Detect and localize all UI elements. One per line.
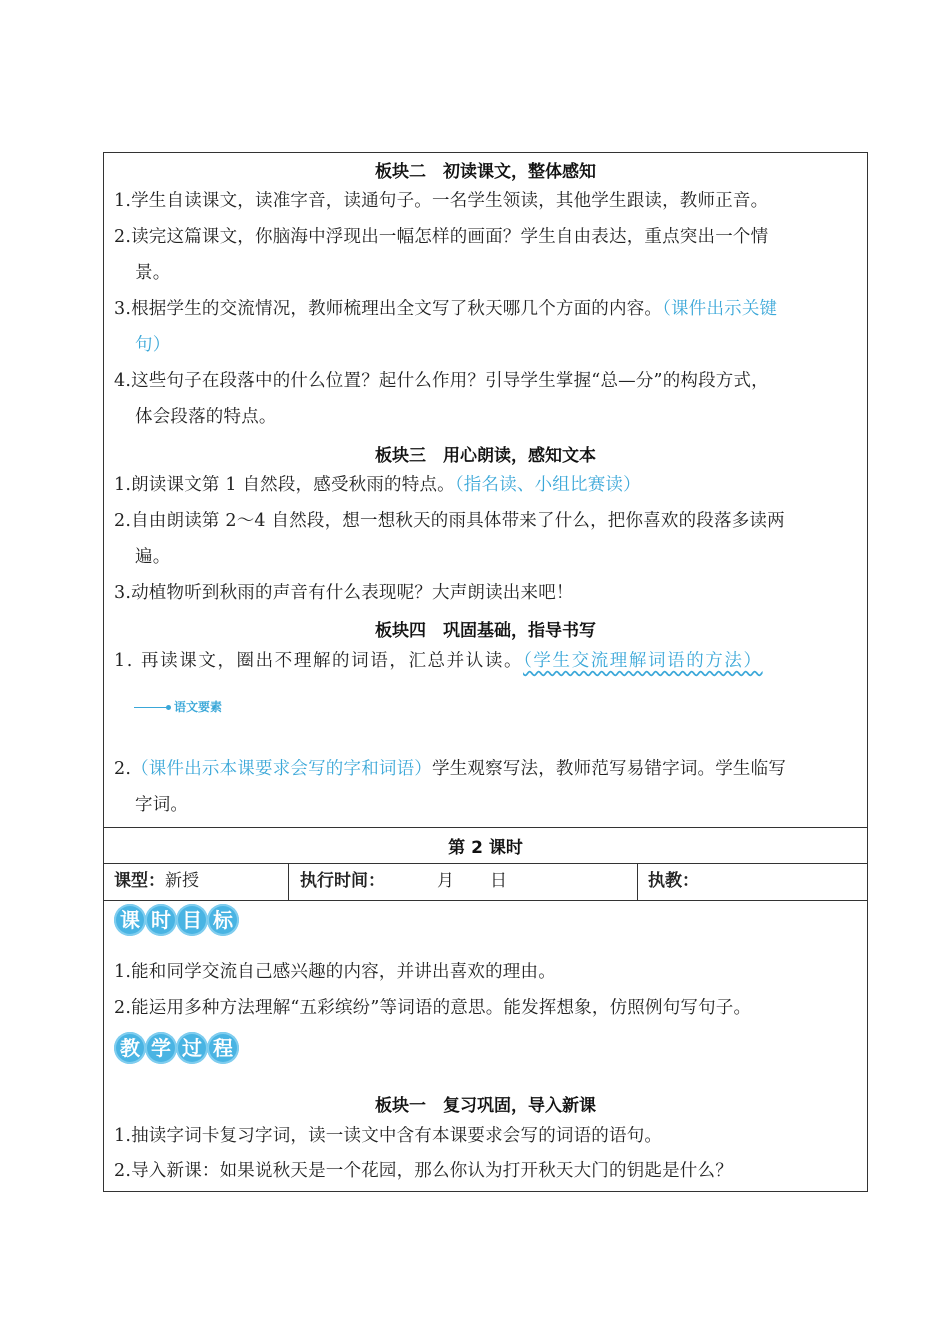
block2-item-3-cont: 句） [135, 335, 171, 355]
block4-item-2 [114, 751, 862, 787]
badge-char: 标 [207, 904, 239, 936]
divider [104, 900, 867, 901]
badge-char: 程 [207, 1032, 239, 1064]
goal-item-1: 1.能和同学交流自己感兴趣的内容，并讲出喜欢的理由。 [114, 962, 556, 982]
block3-item-2-cont: 遍。 [135, 547, 171, 567]
badge-char: 过 [176, 1032, 208, 1064]
teaching-process-badge [114, 1032, 238, 1064]
divider [104, 827, 867, 828]
block4-item-1-text: 1. 再读课文，圈出不理解的词语，汇总并认读。 [114, 651, 524, 671]
goal-item-2: 2.能运用多种方法理解“五彩缤纷”等词语的意思。能发挥想象，仿照例句写句子。 [114, 998, 752, 1018]
note-label: 语文要素 [174, 700, 223, 714]
day-label: 日 [490, 871, 507, 891]
divider [637, 863, 638, 900]
lesson-type-value: 新授 [165, 871, 199, 891]
block2-item-3-text: 3.根据学生的交流情况，教师梳理出全文写了秋天哪几个方面的内容。 [114, 299, 663, 319]
block3-item-1-note: （指名读、小组比赛读） [454, 475, 641, 495]
badge-char: 学 [145, 1032, 177, 1064]
badge-char: 教 [114, 1032, 146, 1064]
block3-heading: 板块三 用心朗读，感知文本 [375, 446, 596, 466]
lesson2-title: 第 2 课时 [448, 838, 523, 858]
badge-char: 时 [145, 904, 177, 936]
execution-time-label: 执行时间： [300, 871, 385, 891]
lesson-plan-table [103, 152, 868, 1192]
block3-item-3: 3.动植物听到秋雨的声音有什么表现呢？大声朗读出来吧！ [114, 583, 574, 603]
teacher [648, 863, 699, 900]
block2-item-1: 1.学生自读课文，读准字音，读通句子。一名学生领读，其他学生跟读，教师正音。 [114, 191, 769, 211]
divider [288, 863, 289, 900]
block4-item-1 [114, 643, 862, 679]
teacher-label: 执教： [648, 871, 699, 891]
process-item-1: 1.抽读字词卡复习字词，读一读文中含有本课要求会写的词语的语句。 [114, 1126, 663, 1146]
block4-item-2-text: 学生观察写法，教师范写易错字词。学生临写 [432, 759, 787, 779]
lesson-goals-badge [114, 904, 238, 936]
block2-item-3-note: （课件出示关键 [662, 299, 778, 319]
block4-item-2-prefix: 2. [114, 759, 132, 779]
block4-heading: 板块四 巩固基础，指导书写 [375, 621, 596, 641]
month-label: 月 [437, 871, 454, 891]
execution-time [300, 863, 507, 900]
lesson-type [114, 863, 199, 900]
block4-item-1-note: （学生交流理解词语的方法） [523, 651, 763, 671]
process-block1-heading: 板块一 复习巩固，导入新课 [375, 1096, 596, 1116]
block3-item-1 [114, 467, 862, 503]
block3-item-1-text: 1.朗读课文第 1 自然段，感受秋雨的特点。 [114, 475, 455, 495]
note-arrow-icon [134, 707, 168, 708]
block2-item-3 [114, 291, 862, 327]
chinese-element-note [134, 698, 222, 715]
block2-item-4-cont: 体会段落的特点。 [135, 407, 277, 427]
process-item-2: 2.导入新课：如果说秋天是一个花园，那么你认为打开秋天大门的钥匙是什么？ [114, 1161, 733, 1181]
badge-char: 目 [176, 904, 208, 936]
badge-char: 课 [114, 904, 146, 936]
block2-item-2-cont: 景。 [135, 263, 171, 283]
block2-item-2: 2.读完这篇课文，你脑海中浮现出一幅怎样的画面？学生自由表达，重点突出一个情 [114, 227, 769, 247]
block4-item-2-note: （课件出示本课要求会写的字和词语） [131, 759, 433, 779]
block4-item-2-cont: 字词。 [135, 795, 189, 815]
block3-item-2: 2.自由朗读第 2～4 自然段，想一想秋天的雨具体带来了什么，把你喜欢的段落多读两 [114, 511, 785, 531]
lesson-type-label: 课型： [114, 871, 165, 891]
block2-item-4: 4.这些句子在段落中的什么位置？起什么作用？引导学生掌握“总—分”的构段方式， [114, 371, 769, 391]
block2-heading: 板块二 初读课文，整体感知 [375, 162, 596, 182]
